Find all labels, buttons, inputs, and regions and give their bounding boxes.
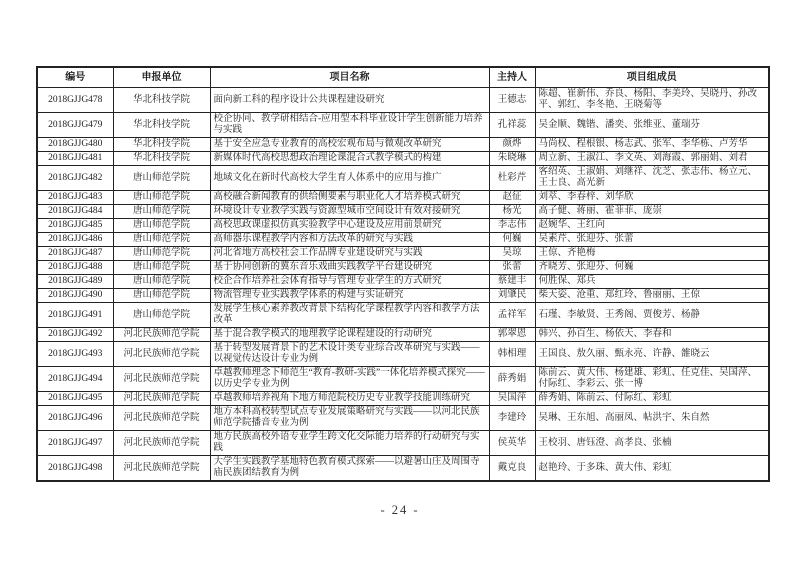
table-row — [37, 289, 769, 303]
table-row — [37, 456, 769, 482]
row-leader: 吴国萍 — [489, 392, 535, 406]
table-row — [37, 303, 769, 328]
row-id: 2018GJJG496 — [37, 406, 113, 431]
table-row — [37, 233, 769, 247]
row-id: 2018GJJG486 — [37, 233, 113, 247]
row-members: 陈前云、黄大伟、杨建雄、彩虹、任克佳、吴国萍、付际红、李彩云、张一博 — [535, 367, 769, 392]
row-unit: 河北民族师范学院 — [113, 406, 210, 431]
row-id: 2018GJJG490 — [37, 289, 113, 303]
row-members: 刘萃、李春梓、刘华欣 — [535, 191, 769, 205]
row-unit: 唐山师范学院 — [113, 219, 210, 233]
table-row — [37, 191, 769, 205]
row-leader: 吴琼 — [489, 247, 535, 261]
column-header-project: 项目名称 — [210, 67, 489, 88]
row-id: 2018GJJG485 — [37, 219, 113, 233]
row-members: 吴金顺、魏锴、潘奕、张维亚、董瑞芬 — [535, 113, 769, 138]
row-leader: 王德志 — [489, 88, 535, 113]
table-row — [37, 328, 769, 342]
table-row — [37, 152, 769, 166]
table-row — [37, 392, 769, 406]
table-row — [37, 113, 769, 138]
row-members: 石瑾、李敏贤、王秀阁、贾俊芳、杨静 — [535, 303, 769, 328]
row-leader: 杜彩芹 — [489, 166, 535, 191]
row-id: 2018GJJG488 — [37, 261, 113, 275]
row-project: 地方民族高校外语专业学生跨文化交际能力培养的行动研究与实践 — [210, 431, 489, 456]
row-project: 河北省地方高校社会工作品牌专业建设研究与实践 — [210, 247, 489, 261]
row-leader: 孔祥蕊 — [489, 113, 535, 138]
row-unit: 唐山师范学院 — [113, 275, 210, 289]
row-leader: 郭翠恩 — [489, 328, 535, 342]
row-members: 陈超、崔新伟、乔良、杨阳、李美玲、吴晓丹、孙改平、郭红、李冬艳、王晓菊等 — [535, 88, 769, 113]
row-leader: 李志伟 — [489, 219, 535, 233]
row-members: 王倞、齐艳梅 — [535, 247, 769, 261]
row-leader: 何巍 — [489, 233, 535, 247]
table-row — [37, 219, 769, 233]
row-id: 2018GJJG480 — [37, 138, 113, 152]
row-project: 大学生实践教学基地特色教育模式探索——以避暑山庄及周围寺庙民族团结教育为例 — [210, 456, 489, 482]
row-unit: 河北民族师范学院 — [113, 342, 210, 367]
page-number: - 24 - — [380, 503, 420, 517]
column-header-id: 编号 — [37, 67, 113, 88]
table-row — [37, 88, 769, 113]
row-unit: 唐山师范学院 — [113, 166, 210, 191]
row-unit: 河北民族师范学院 — [113, 367, 210, 392]
row-project: 基于混合教学模式的地理教学论课程建设的行动研究 — [210, 328, 489, 342]
row-id: 2018GJJG492 — [37, 328, 113, 342]
row-id: 2018GJJG482 — [37, 166, 113, 191]
row-leader: 侯英华 — [489, 431, 535, 456]
row-members: 韩兴、孙百生、杨依天、李春和 — [535, 328, 769, 342]
row-leader: 蔡建丰 — [489, 275, 535, 289]
row-unit: 唐山师范学院 — [113, 261, 210, 275]
row-leader: 李建玲 — [489, 406, 535, 431]
row-members: 客绍英、王淑娟、刘继祥、沈芝、张志伟、杨立元、王士良、高光新 — [535, 166, 769, 191]
row-unit: 河北民族师范学院 — [113, 431, 210, 456]
row-members: 周立新、王淑江、李文英、刘海霞、郭丽娟、刘君 — [535, 152, 769, 166]
row-id: 2018GJJG489 — [37, 275, 113, 289]
table-row — [37, 138, 769, 152]
row-id: 2018GJJG498 — [37, 456, 113, 482]
header-row — [37, 67, 769, 88]
row-leader: 赵征 — [489, 191, 535, 205]
row-project: 地域文化在新时代高校大学生育人体系中的应用与推广 — [210, 166, 489, 191]
table-row — [37, 261, 769, 275]
table-row — [37, 406, 769, 431]
row-unit: 唐山师范学院 — [113, 191, 210, 205]
row-project: 基于转型发展背景下的艺术设计类专业综合改革研究与实践——以视觉传达设计专业为例 — [210, 342, 489, 367]
table-row — [37, 166, 769, 191]
row-members: 吴琳、王东旭、高丽凤、帖洪宇、朱自然 — [535, 406, 769, 431]
row-project: 面向新工科的程序设计公共课程建设研究 — [210, 88, 489, 113]
row-members: 赵婉华、王红向 — [535, 219, 769, 233]
projects-table — [36, 66, 770, 482]
row-id: 2018GJJG479 — [37, 113, 113, 138]
table-row — [37, 431, 769, 456]
row-unit: 唐山师范学院 — [113, 303, 210, 328]
row-leader: 刘肇民 — [489, 289, 535, 303]
row-leader: 薛秀娟 — [489, 367, 535, 392]
row-unit: 唐山师范学院 — [113, 233, 210, 247]
row-leader: 韩相理 — [489, 342, 535, 367]
row-id: 2018GJJG494 — [37, 367, 113, 392]
row-project: 物流管理专业实践教学体系的构建与实证研究 — [210, 289, 489, 303]
row-unit: 唐山师范学院 — [113, 289, 210, 303]
row-id: 2018GJJG497 — [37, 431, 113, 456]
row-id: 2018GJJG495 — [37, 392, 113, 406]
row-unit: 唐山师范学院 — [113, 247, 210, 261]
row-members: 齐晓芳、张迎芬、何巍 — [535, 261, 769, 275]
row-project: 新媒体时代高校思想政治理论课混合式教学模式的构建 — [210, 152, 489, 166]
row-leader: 孟祥军 — [489, 303, 535, 328]
table-row — [37, 205, 769, 219]
row-members: 王校羽、唐钰澄、高孝良、张楠 — [535, 431, 769, 456]
row-project: 校企协同、教学研相结合-应用型本科毕业设计学生创新能力培养与实践 — [210, 113, 489, 138]
row-unit: 华北科技学院 — [113, 88, 210, 113]
row-unit: 华北科技学院 — [113, 138, 210, 152]
row-project: 基于安全应急专业教育的高校宏观布局与微观改革研究 — [210, 138, 489, 152]
row-unit: 河北民族师范学院 — [113, 328, 210, 342]
row-members: 薛秀娟、陈前云、付际红、彩虹 — [535, 392, 769, 406]
row-leader: 颜烨 — [489, 138, 535, 152]
row-project: 环境设计专业教学实践与资源型城市空间设计有效对接研究 — [210, 205, 489, 219]
row-leader: 戴克良 — [489, 456, 535, 482]
row-project: 发展学生核心素养教改背景下结构化学课程教学内容和教学方法改革 — [210, 303, 489, 328]
row-project: 高师器乐课程教学内容和方法改革的研究与实践 — [210, 233, 489, 247]
row-project: 基于协同创新的冀东音乐戏曲实践教学平台建设研究 — [210, 261, 489, 275]
row-id: 2018GJJG487 — [37, 247, 113, 261]
row-unit: 华北科技学院 — [113, 152, 210, 166]
row-members: 吴素芹、张迎芬、张蕾 — [535, 233, 769, 247]
row-unit: 河北民族师范学院 — [113, 392, 210, 406]
row-members: 赵艳玲、于多珠、黄大伟、彩虹 — [535, 456, 769, 482]
row-id: 2018GJJG481 — [37, 152, 113, 166]
row-members: 高子健、蒋丽、霍菲菲、庞崇 — [535, 205, 769, 219]
row-members: 何胜保、郑兵 — [535, 275, 769, 289]
row-id: 2018GJJG493 — [37, 342, 113, 367]
row-unit: 河北民族师范学院 — [113, 456, 210, 482]
row-unit: 唐山师范学院 — [113, 205, 210, 219]
row-leader: 朱晓琳 — [489, 152, 535, 166]
row-project: 地方本科高校转型试点专业发展策略研究与实践——以河北民族师范学院播音专业为例 — [210, 406, 489, 431]
table-row — [37, 367, 769, 392]
column-header-members: 项目组成员 — [535, 67, 769, 88]
table-row — [37, 247, 769, 261]
row-members: 马尚权、程根银、杨志武、张军、李华栋、卢芳华 — [535, 138, 769, 152]
table-row — [37, 275, 769, 289]
row-members: 王国良、敖久丽、甄永亮、许静、雒晓云 — [535, 342, 769, 367]
column-header-unit: 申报单位 — [113, 67, 210, 88]
row-project: 校企合作培养社会体育指导与管理专业学生的方式研究 — [210, 275, 489, 289]
row-id: 2018GJJG478 — [37, 88, 113, 113]
row-unit: 华北科技学院 — [113, 113, 210, 138]
row-id: 2018GJJG491 — [37, 303, 113, 328]
table-row — [37, 342, 769, 367]
row-id: 2018GJJG484 — [37, 205, 113, 219]
column-header-leader: 主持人 — [489, 67, 535, 88]
row-leader: 杨光 — [489, 205, 535, 219]
row-id: 2018GJJG483 — [37, 191, 113, 205]
row-project: 高校融合新闻教育的供给侧要素与职业化人才培养模式研究 — [210, 191, 489, 205]
row-project: 卓越教师培养视角下地方师范院校历史专业教学技能训练研究 — [210, 392, 489, 406]
row-project: 高校思政课虚拟仿真实验教学中心建设及应用前景研究 — [210, 219, 489, 233]
table-header — [37, 67, 769, 88]
row-project: 卓越教师理念下师范生“教育-教研-实践”一体化培养模式探究——以历史学专业为例 — [210, 367, 489, 392]
row-members: 柴天姿、沧重、郑红玲、鲁丽丽、王倞 — [535, 289, 769, 303]
row-leader: 张蕾 — [489, 261, 535, 275]
table-body — [37, 88, 769, 482]
